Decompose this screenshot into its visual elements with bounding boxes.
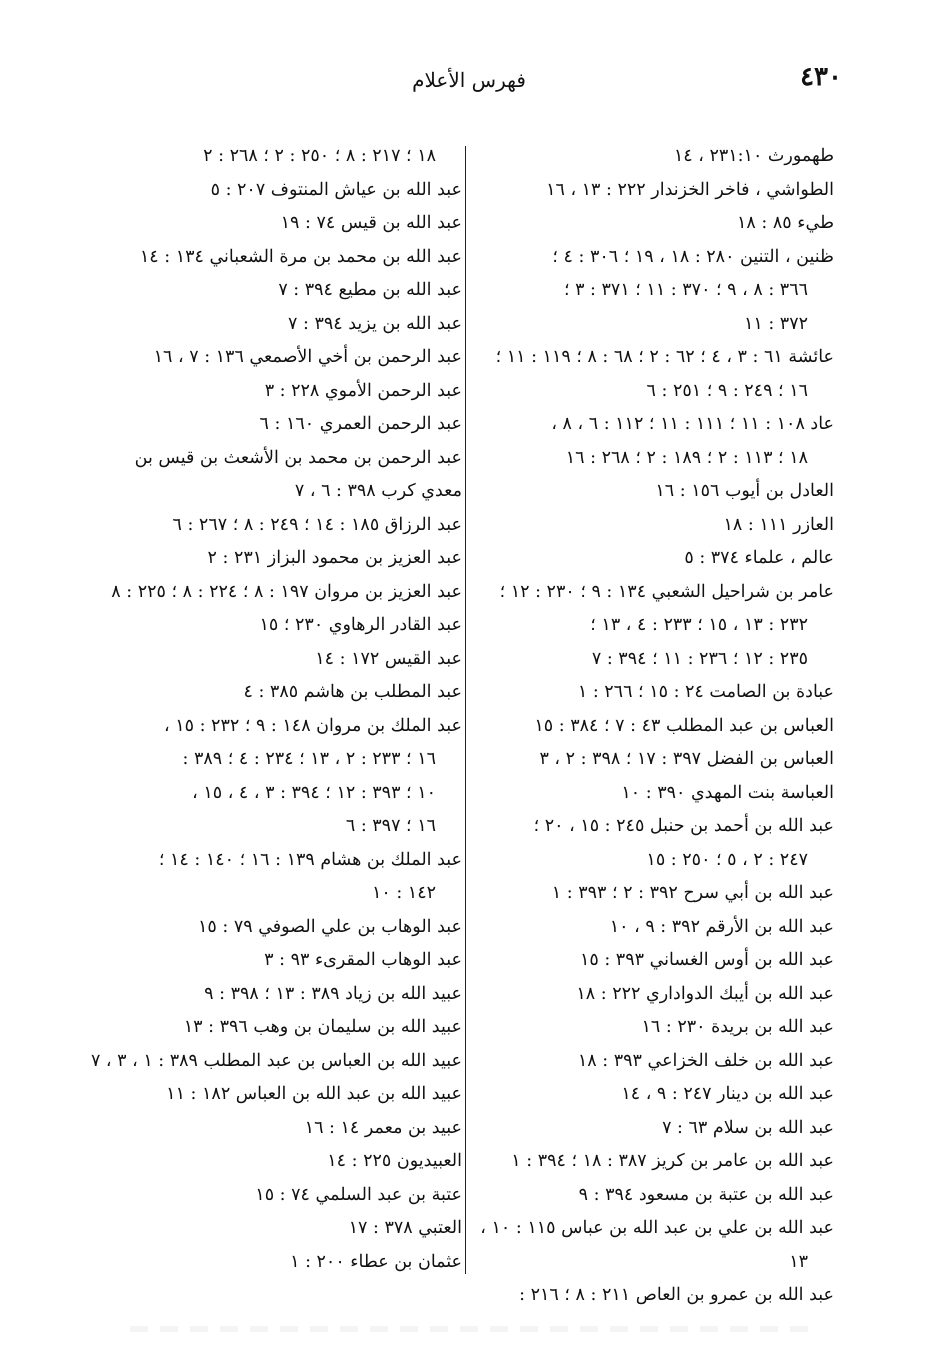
index-entry: عبد الرحمن بن محمد بن الأشعث بن قيس بن <box>134 447 462 468</box>
index-entry: عبد الله بن عتبة بن مسعود ٣٩٤ : ٩ <box>578 1184 834 1205</box>
index-entry: عبد الوهاب بن علي الصوفي ٧٩ : ١٥ <box>197 916 462 937</box>
index-entry: الطواشي ، فاخر الخزندار ٢٢٢ : ١٣ ، ١٦ <box>546 179 834 200</box>
scan-artifact <box>130 1326 808 1332</box>
index-entry: عائشة ٦١ : ٣ ، ٤ ؛ ٦٢ : ٢ ؛ ٦٨ : ٨ ؛ ١١٩ : ١١ ؛ <box>495 347 834 367</box>
index-entry: معدي كرب ٣٩٨ : ٦ ، ٧ <box>294 481 462 501</box>
index-entry: العبيديون ٢٢٥ : ١٤ <box>327 1151 462 1171</box>
index-entry: عبد الله بن أوس الغساني ٣٩٣ : ١٥ <box>579 950 834 970</box>
index-entry: عبد الله بن يزيد ٣٩٤ : ٧ <box>288 313 462 334</box>
index-entry: عبيد بن معمر ١٤ : ١٦ <box>304 1117 462 1138</box>
index-entry: عبد الملك بن مروان ١٤٨ : ٩ ؛ ٢٣٢ : ١٥ ، <box>163 715 462 736</box>
index-entry-continuation: ٢٤٧ : ٢ ، ٥ ؛ ٢٥٠ : ١٥ <box>646 849 808 870</box>
index-entry: عبد الله بن مطيع ٣٩٤ : ٧ <box>278 280 462 300</box>
index-entry: عبد الملك بن هشام ١٣٩ : ١٦ ؛ ١٤٠ : ١٤ ؛ <box>158 849 462 870</box>
index-entry-continuation: ٢٣٢ : ١٣ ، ١٥ ؛ ٢٣٣ : ٤ ، ١٣ ؛ <box>590 615 808 635</box>
index-entry: عتبة بن عبد السلمي ٧٤ : ١٥ <box>255 1184 462 1205</box>
index-entry-continuation: ١٣ <box>789 1251 808 1272</box>
index-entry: عبد الله بن محمد بن مرة الشعباني ١٣٤ : ١٤ <box>139 246 462 267</box>
index-entry: عبيد الله بن عبد الله بن العباس ١٨٢ : ١١ <box>166 1084 462 1104</box>
index-entry: العازر ١١١ : ١٨ <box>723 514 834 535</box>
index-entry: عبد الرحمن الأموي ٢٢٨ : ٣ <box>264 380 462 401</box>
index-entry-continuation: ٣٧٢ : ١١ <box>743 313 808 334</box>
index-entry: عبد الله بن خلف الخزاعي ٣٩٣ : ١٨ <box>577 1050 834 1071</box>
index-entry: عبيد الله بن العباس بن عبد المطلب ٣٨٩ : ١ ، ٣ ، ٧ <box>90 1050 462 1071</box>
index-entry: العباس بن الفضل ٣٩٧ : ١٧ ؛ ٣٩٨ : ٢ ، ٣ <box>539 749 834 769</box>
index-entry: العباسة بنت المهدي ٣٩٠ : ١٠ <box>621 782 834 803</box>
index-column-left <box>90 140 462 1279</box>
index-entry-continuation: ١٠ ؛ ٣٩٣ : ١٢ ؛ ٣٩٤ : ٣ ، ٤ ، ١٥ ، <box>192 782 436 803</box>
index-entry: طيء ٨٥ : ١٨ <box>737 213 834 233</box>
column-divider <box>465 146 466 1274</box>
index-entry: عبد المطلب بن هاشم ٣٨٥ : ٤ <box>243 682 462 702</box>
index-entry: عبد الرحمن العمري ١٦٠ : ٦ <box>259 414 462 434</box>
index-entry: عبد الله بن عياش المنتوف ٢٠٧ : ٥ <box>210 179 462 200</box>
index-entry: عبادة بن الصامت ٢٤ : ١٥ ؛ ٢٦٦ : ١ <box>577 682 834 702</box>
index-entry-continuation: ١٨ ؛ ١١٣ : ٢ ؛ ١٨٩ : ٢ ؛ ٢٦٨ : ١٦ <box>565 447 808 468</box>
index-entry: عبد الله بن دينار ٢٤٧ : ٩ ، ١٤ <box>621 1084 834 1104</box>
index-entry: عبد العزيز بن محمود البزاز ٢٣١ : ٢ <box>207 548 462 568</box>
page-header <box>0 62 938 102</box>
index-entry: عبد الله بن بريدة ٢٣٠ : ١٦ <box>641 1017 834 1037</box>
index-entry: العباس بن عبد المطلب ٤٣ : ٧ ؛ ٣٨٤ : ١٥ <box>534 715 834 736</box>
index-entry: العتبي ٣٧٨ : ١٧ <box>348 1218 462 1238</box>
index-entry: طهمورث ٢٣١:١٠ ، ١٤ <box>673 146 834 166</box>
index-entry-continuation: ١٦ ؛ ٣٩٧ : ٦ <box>345 816 436 836</box>
index-entry-continuation: ١٤٢ : ١٠ <box>371 883 436 903</box>
index-entry: عثمان بن عطاء ٢٠٠ : ١ <box>290 1251 462 1272</box>
index-entry-continuation: ١٦ ؛ ٢٤٩ : ٩ ؛ ٢٥١ : ٦ <box>646 380 808 401</box>
index-entry: عامر بن شراحيل الشعبي ١٣٤ : ٩ ؛ ٢٣٠ : ١٢ ؛ <box>499 581 834 602</box>
index-entry-continuation: ٣٦٦ : ٨ ، ٩ ؛ ٣٧٠ : ١١ ؛ ٣٧١ : ٣ ؛ <box>563 280 808 300</box>
index-entry: ظنين ، التنين ٢٨٠ : ١٨ ، ١٩ ؛ ٣٠٦ : ٤ ؛ <box>552 246 834 267</box>
index-entry: عبد الله بن قيس ٧٤ : ١٩ <box>280 213 462 233</box>
index-entry: عبد الله بن عامر بن كريز ٣٨٧ : ١٨ ؛ ٣٩٤ : ١ <box>511 1151 834 1171</box>
index-entry: عبد الوهاب المقرىء ٩٣ : ٣ <box>264 950 462 970</box>
index-entry: عبد العزيز بن مروان ١٩٧ : ٨ ؛ ٢٢٤ : ٨ ؛ ٢٢٥ : ٨ <box>111 581 462 602</box>
index-entry: عبيد الله بن زياد ٣٨٩ : ١٣ ؛ ٣٩٨ : ٩ <box>204 983 462 1004</box>
index-entry: عاد ١٠٨ : ١١ ؛ ١١١ : ١١ ؛ ١١٢ : ٦ ، ٨ ، <box>551 414 834 434</box>
index-column-right <box>472 140 834 1313</box>
index-entry: عبد الله بن أحمد بن حنبل ٢٤٥ : ١٥ ، ٢٠ ؛ <box>533 816 834 836</box>
index-entry: عبيد الله بن سليمان بن وهب ٣٩٦ : ١٣ <box>183 1017 462 1037</box>
index-entry: عبد الله بن سلام ٦٣ : ٧ <box>662 1117 834 1138</box>
index-entry: عبد الرزاق ١٨٥ : ١٤ ؛ ٢٤٩ : ٨ ؛ ٢٦٧ : ٦ <box>172 514 462 535</box>
index-entry: عبد الله بن أيبك الدواداري ٢٢٢ : ١٨ <box>576 983 834 1004</box>
running-title: فهرس الأعلام <box>412 68 526 92</box>
index-entry-continuation: ١٨ ؛ ٢١٧ : ٨ ؛ ٢٥٠ : ٢ ؛ ٢٦٨ : ٢ <box>203 146 436 166</box>
index-entry: عبد القادر الرهاوي ٢٣٠ ؛ ١٥ <box>259 615 462 635</box>
index-entry: عبد القيس ١٧٢ : ١٤ <box>315 648 462 669</box>
index-entry: عبد الرحمن بن أخي الأصمعي ١٣٦ : ٧ ، ١٦ <box>153 347 462 367</box>
index-entry-continuation: ٢٣٥ : ١٢ ؛ ٢٣٦ : ١١ ؛ ٣٩٤ : ٧ <box>591 648 808 669</box>
index-entry: عبد الله بن الأرقم ٣٩٢ : ٩ ، ١٠ <box>609 916 834 937</box>
index-entry-continuation: ١٦ ؛ ٢٣٣ : ٢ ، ١٣ ؛ ٢٣٤ : ٤ ؛ ٣٨٩ : <box>182 749 436 769</box>
index-entry: عبد الله بن علي بن عبد الله بن عباس ١١٥ : ١٠ ، <box>480 1218 834 1238</box>
index-entry: العادل بن أيوب ١٥٦ : ١٦ <box>655 481 834 501</box>
index-entry: عالم ، علماء ٣٧٤ : ٥ <box>684 548 834 568</box>
page-number: ٤٣٠ <box>800 62 842 92</box>
index-entry: عبد الله بن أبي سرح ٣٩٢ : ٢ ؛ ٣٩٣ : ١ <box>551 883 834 903</box>
index-entry: عبد الله بن عمرو بن العاص ٢١١ : ٨ ؛ ٢١٦ : <box>519 1285 834 1305</box>
